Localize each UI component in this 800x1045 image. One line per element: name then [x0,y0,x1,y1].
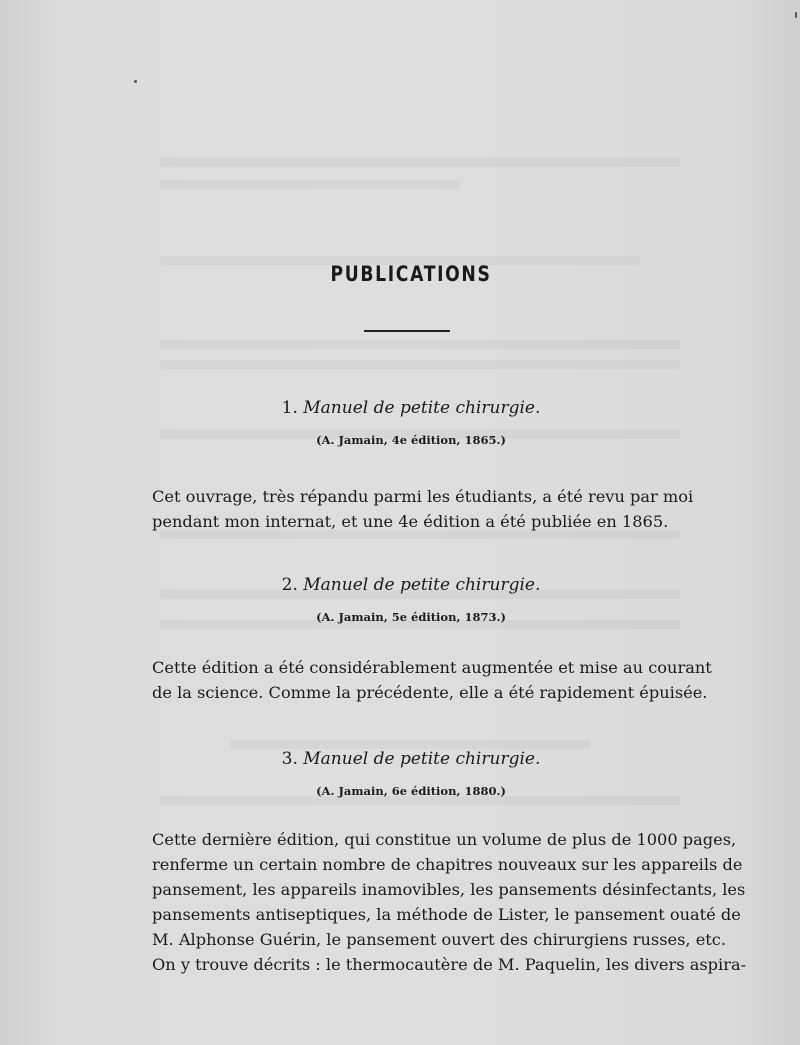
entry-2-description [152,655,712,705]
entry-3-line: On y trouve décrits : le thermocautère de M. Paquelin, les divers aspira- [152,955,747,974]
entry-3-number: 3. [281,749,298,769]
entry-3-source: (A. Jamain, 6e édition, 1880.) [316,784,506,798]
entry-3-line: M. Alphonse Guérin, le pansement ouvert des chirurgiens russes, etc. [152,930,727,949]
title-divider [364,330,450,332]
entry-1-line: pendant mon internat, et une 4e édition a été publiée en 1865. [152,512,669,531]
entry-2-title [152,575,670,595]
entry-2-source: (A. Jamain, 5e édition, 1873.) [316,610,506,624]
speck [795,12,797,18]
entry-2-name: Manuel de petite chirurgie. [303,575,541,595]
bleed-through-mark [230,740,590,749]
page-title: PUBLICATIONS [330,262,492,286]
speck [134,80,137,83]
entry-3-description [152,827,747,977]
bleed-through-mark [160,360,680,369]
entry-1-number: 1. [281,398,298,418]
entry-2-line: de la science. Comme la précédente, elle a été rapidement épuisée. [152,683,708,702]
bleed-through-mark [160,158,680,167]
entry-3-line: pansement, les appareils inamovibles, les pansements désinfectants, les [152,880,746,899]
entry-1-title [152,398,670,418]
bleed-through-mark [160,340,680,349]
entry-1-source: (A. Jamain, 4e édition, 1865.) [316,433,506,447]
entry-1-line: Cet ouvrage, très répandu parmi les étudiants, a été revu par moi [152,487,694,506]
bleed-through-mark [160,180,460,189]
entry-1-name: Manuel de petite chirurgie. [303,398,541,418]
entry-2-number: 2. [281,575,298,595]
entry-3-name: Manuel de petite chirurgie. [303,749,541,769]
entry-3-line: Cette dernière édition, qui constitue un volume de plus de 1000 pages, [152,830,737,849]
entry-3-title [152,749,670,769]
entry-1-description [152,484,694,534]
entry-3-line: renferme un certain nombre de chapitres nouveaux sur les appareils de [152,855,743,874]
entry-3-line: pansements antiseptiques, la méthode de Lister, le pansement ouaté de [152,905,741,924]
entry-2-line: Cette édition a été considérablement augmentée et mise au courant [152,658,712,677]
